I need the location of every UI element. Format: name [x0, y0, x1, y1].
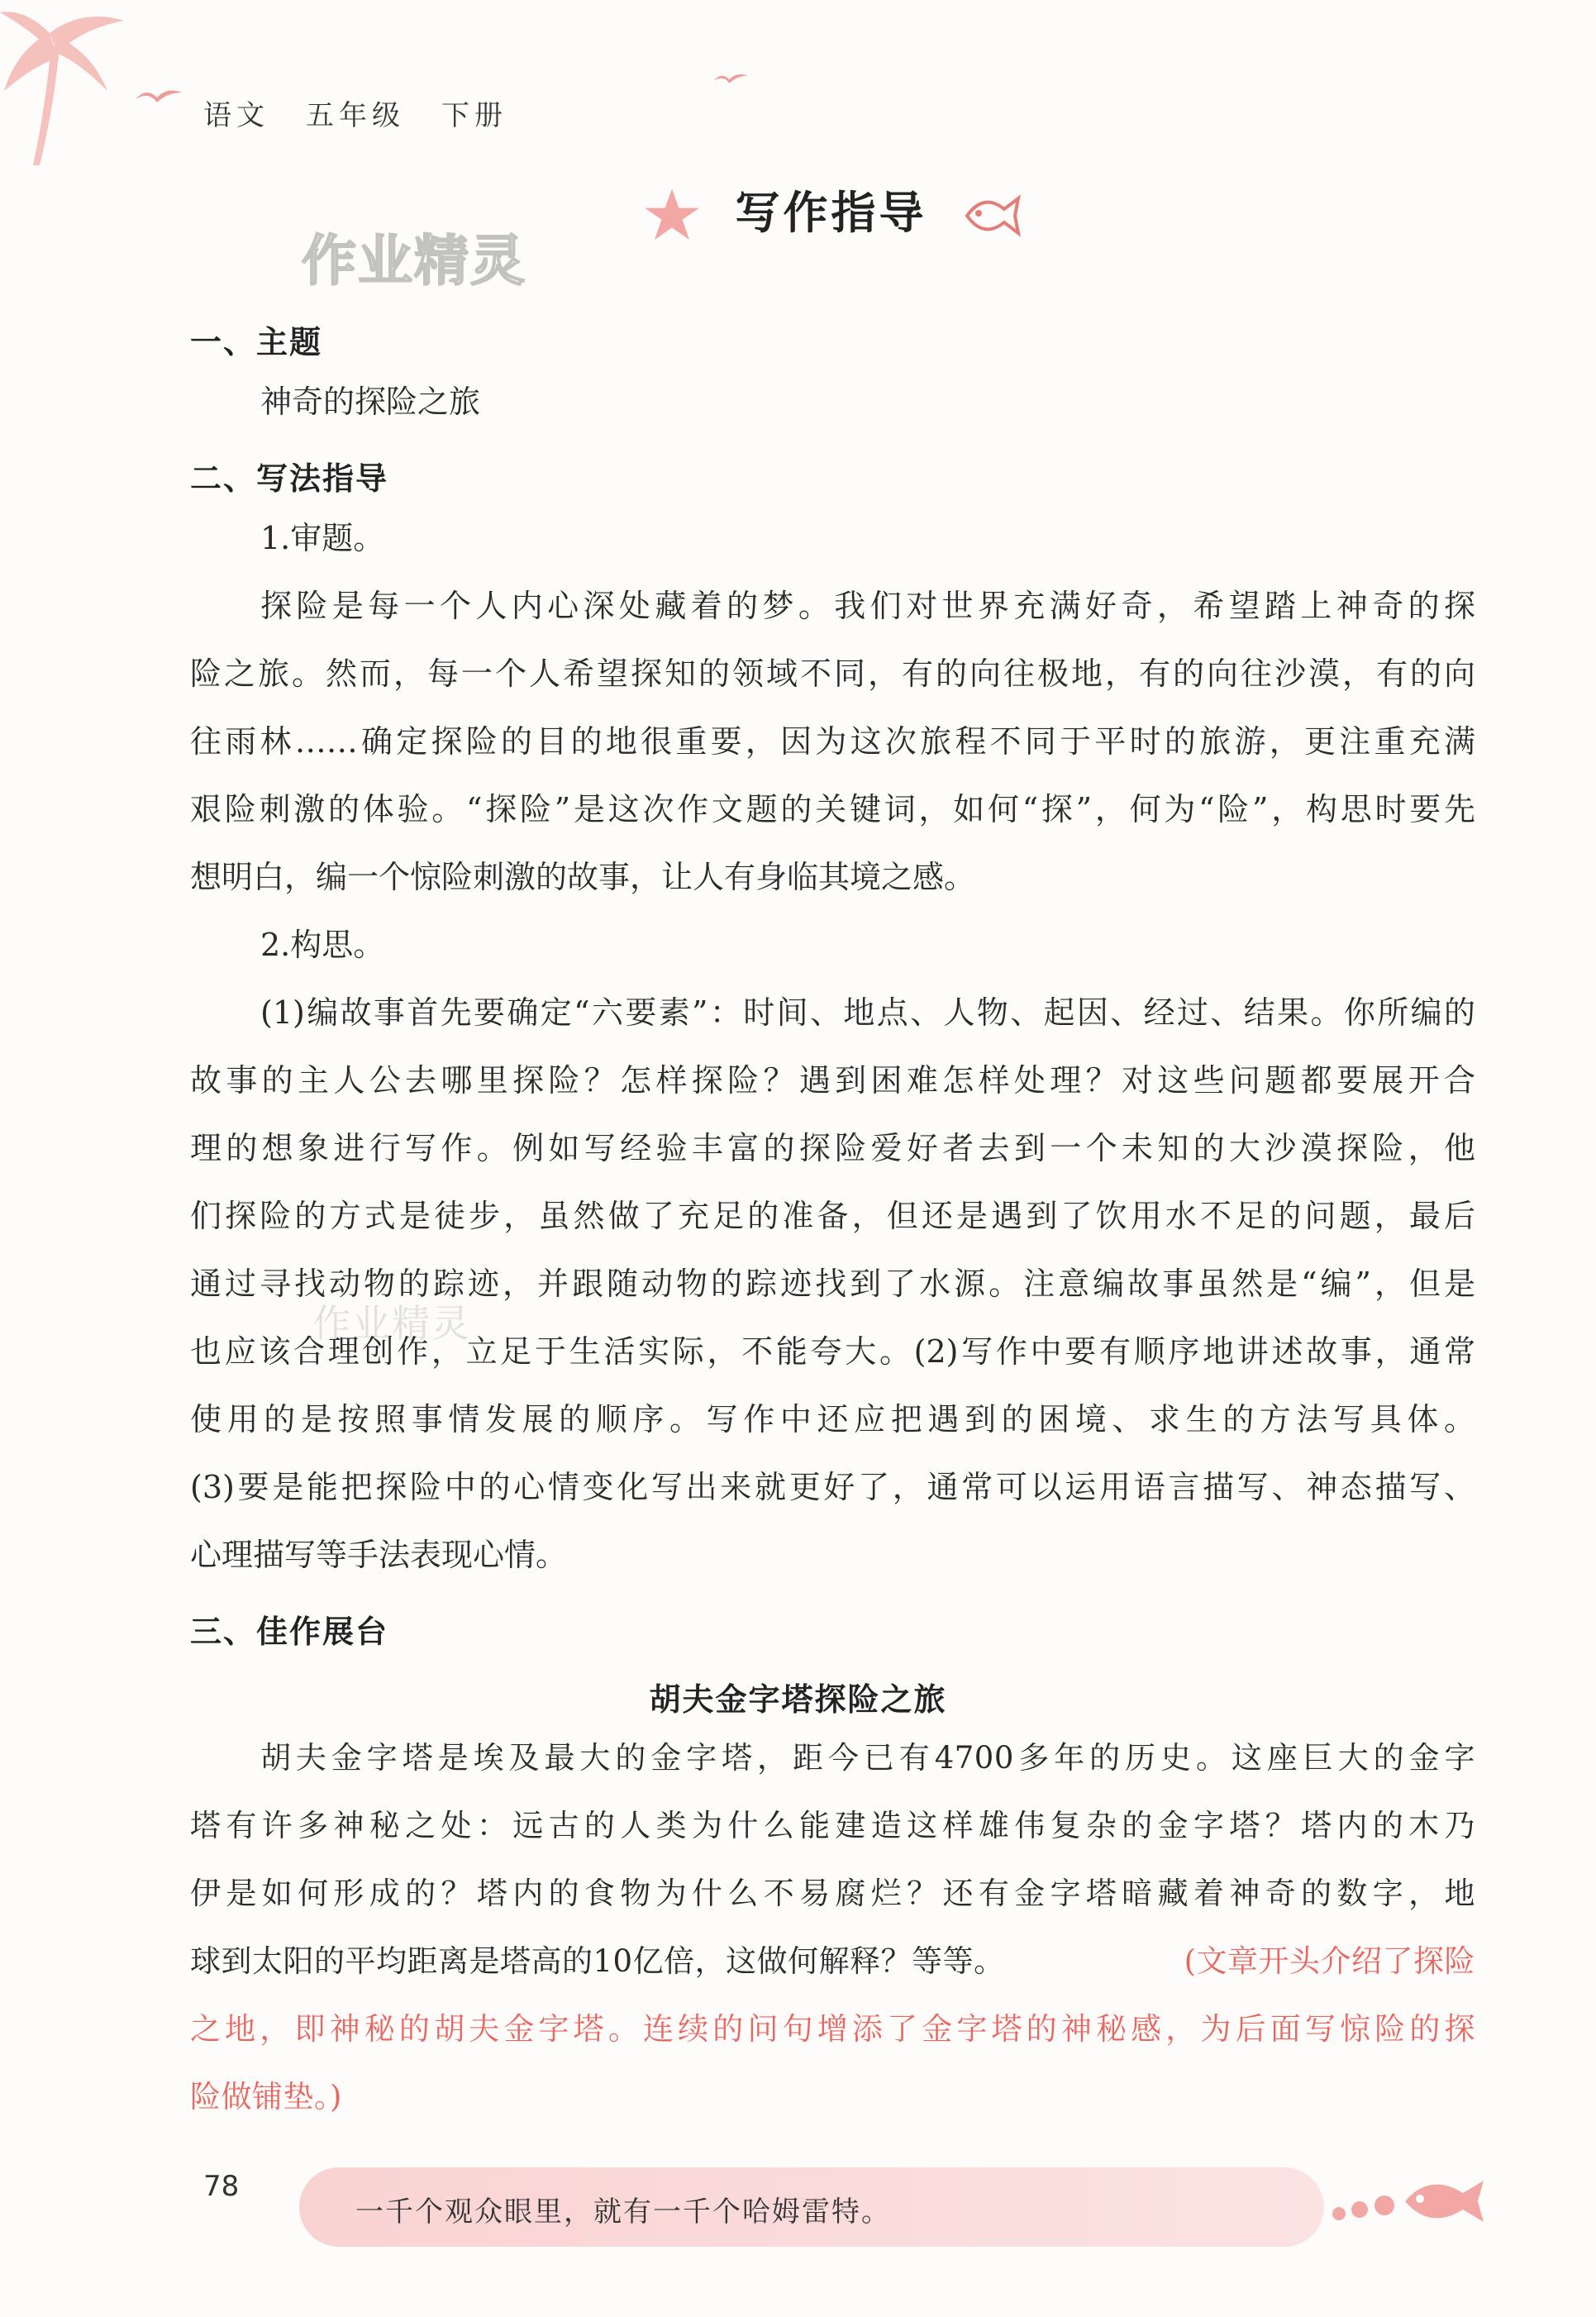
paragraph-line: 使用的是按照事情发展的顺序。写作中还应把遇到的困境、求生的方法写具体。	[190, 1401, 1475, 1437]
subheading: 1.审题。	[260, 520, 385, 556]
subheading: 2.构思。	[260, 927, 385, 963]
essay-comment: 之地，即神秘的胡夫金字塔。连续的问句增添了金字塔的神秘感，为后面写惊险的探	[190, 2011, 1475, 2047]
paragraph-line: (3)要是能把探险中的心情变化写出来就更好了，通常可以运用语言描写、神态描写、	[190, 1469, 1475, 1505]
page-number: 78	[203, 2170, 240, 2203]
paragraph-line: 险之旅。然而，每一个人希望探知的领域不同，有的向往极地，有的向往沙漠，有的向	[190, 656, 1475, 692]
section-heading: 二、写法指导	[190, 460, 389, 497]
fish-icon	[959, 188, 1025, 243]
essay-line: 胡夫金字塔是埃及最大的金字塔，距今已有4700多年的历史。这座巨大的金字	[260, 1740, 1475, 1776]
essay-comment: (文章开头介绍了探险	[1184, 1943, 1475, 1979]
watermark: 作业精灵	[302, 229, 526, 293]
section-heading: 一、主题	[190, 324, 323, 360]
watermark: 作业精灵	[312, 1301, 471, 1346]
bird-icon	[712, 68, 749, 88]
paragraph-line: 往雨林……确定探险的目的地很重要，因为这次旅程不同于平时的旅游，更注重充满	[190, 723, 1475, 760]
paragraph-line: 心理描写等手法表现心情。	[190, 1537, 568, 1573]
page-title: 写作指导	[735, 187, 927, 239]
essay-line: 伊是如何形成的？塔内的食物为什么不易腐烂？还有金字塔暗藏着神奇的数字，地	[190, 1876, 1475, 1911]
header-volume: 下册	[441, 99, 507, 132]
paragraph-line: 们探险的方式是徒步，虽然做了充足的准备，但还是遇到了饮用水不足的问题，最后	[190, 1198, 1475, 1234]
paragraph-line: 通过寻找动物的踪迹，并跟随动物的踪迹找到了水源。注意编故事虽然是“编”，但是	[190, 1266, 1475, 1302]
header-grade: 五年级	[306, 99, 405, 132]
paragraph-line: (1)编故事首先要确定“六要素”：时间、地点、人物、起因、经过、结果。你所编的	[260, 994, 1475, 1031]
fish-icon	[1322, 2164, 1488, 2238]
header-subject: 语文	[203, 99, 269, 132]
essay-line: 塔有许多神秘之处：远古的人类为什么能建造这样雄伟复杂的金字塔？塔内的木乃	[190, 1808, 1475, 1843]
essay-line	[190, 1943, 1475, 1979]
bird-icon	[134, 83, 183, 107]
essay-text: 球到太阳的平均距离是塔高的10亿倍，这做何解释？等等。	[190, 1943, 1005, 1979]
book-header	[203, 93, 544, 133]
paragraph-line: 理的想象进行写作。例如写经验丰富的探险爱好者去到一个未知的大沙漠探险，他	[190, 1130, 1475, 1166]
theme-text: 神奇的探险之旅	[260, 384, 481, 420]
footer-quote: 一千个观众眼里，就有一千个哈姆雷特。	[355, 2195, 891, 2229]
essay-title: 胡夫金字塔探险之旅	[649, 1681, 947, 1718]
section-heading: 三、佳作展台	[190, 1614, 389, 1650]
paragraph-line: 探险是每一个人内心深处藏着的梦。我们对世界充满好奇，希望踏上神奇的探	[260, 588, 1475, 624]
paragraph-line: 艰险刺激的体验。“探险”是这次作文题的关键词，如何“探”，何为“险”，构思时要先	[190, 791, 1475, 827]
paragraph-line: 也应该合理创作，立足于生活实际，不能夸大。(2)写作中要有顺序地讲述故事，通常	[190, 1333, 1475, 1370]
paragraph-line: 想明白，编一个惊险刺激的故事，让人有身临其境之感。	[190, 859, 976, 895]
essay-comment: 险做铺垫。)	[190, 2079, 342, 2114]
paragraph-line: 故事的主人公去哪里探险？怎样探险？遇到困难怎样处理？对这些问题都要展开合	[190, 1062, 1475, 1099]
